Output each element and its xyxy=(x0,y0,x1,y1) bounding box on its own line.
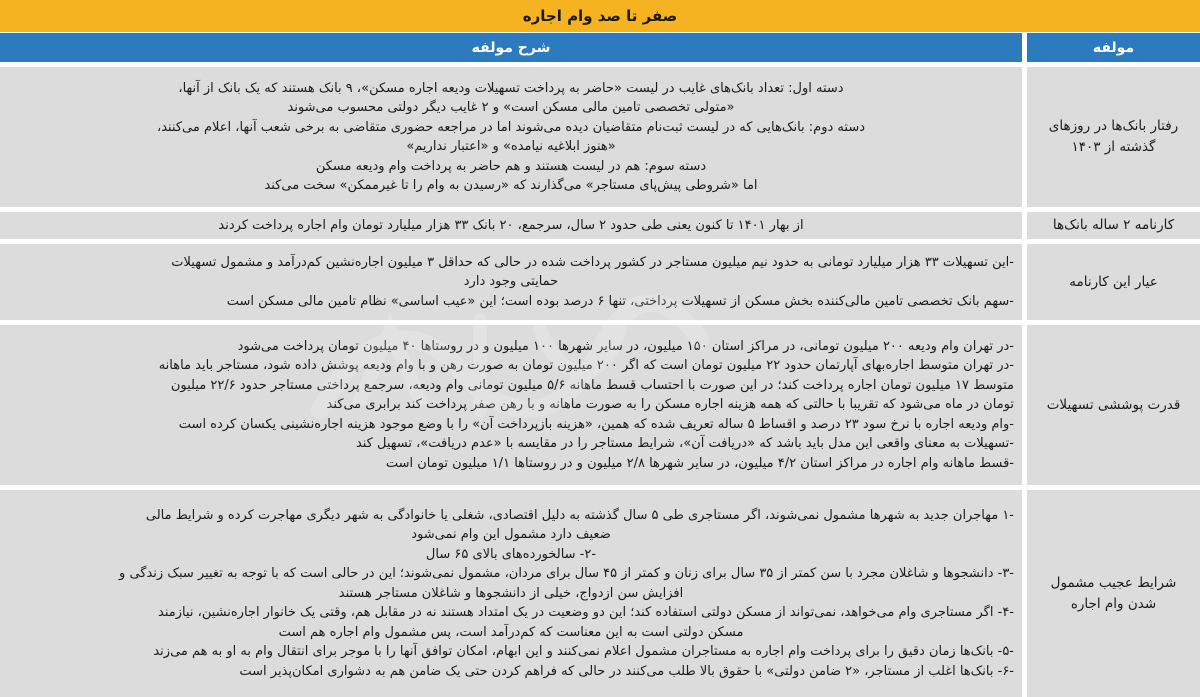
description-line: متوسط ۱۷ میلیون تومان اجاره پرداخت کند؛ در این صورت با احتساب قسط ماهانه ۵/۶ میلیون تومانی وام ودیعه، سرجمع پرداختی مستاجر حدود ۲۲/۶ میلیون xyxy=(170,377,1014,393)
row-description xyxy=(0,67,1022,207)
table-header xyxy=(0,33,1200,62)
description-line: -۱ مهاجران جدید به شهرها مشمول نمی‌شوند، اگر مستاجری طی ۵ سال گذشته به دلیل اقتصادی، شغلی یا خانوادگی به شهر دیگری مهاجرت کرده و شرایط مالی xyxy=(145,507,1014,523)
description-line: مسکن دولتی است به این معناست که کم‌درآمد است، پس مشمول وام اجاره هم است xyxy=(278,624,744,640)
row-label: شرایط عجیب مشمول شدن وام اجاره xyxy=(1027,490,1200,697)
row-label: عیار این کارنامه xyxy=(1027,244,1200,320)
description-line: -تسهیلات به معنای واقعی این مدل باید باشد که «دریافت آن»، شرایط مستاجر را در مقایسه با «عدم دریافت»، تسهیل کند xyxy=(355,436,1014,452)
table-row xyxy=(0,67,1200,207)
description-line: دسته دوم: بانک‌هایی که در لیست ثبت‌نام متقاضیان دیده می‌شوند اما در مراجعه حضوری متقاضی به برخی شعب آنها، اعلام می‌کنند، xyxy=(157,119,865,135)
description-line: -۲- سالخورده‌های بالای ۶۵ سال xyxy=(425,546,597,562)
description-line: -در تهران متوسط اجاره‌بهای آپارتمان حدود ۲۲ میلیون تومان است که اگر ۲۰۰ میلیون تومان به صورت رهن و با وام ودیعه پوشش داده شود، مستاجر باید ماهانه xyxy=(158,358,1014,374)
header-author: مولفه xyxy=(1027,33,1200,62)
description-line: از بهار ۱۴۰۱ تا کنون یعنی طی حدود ۲ سال، سرجمع، ۲۰ بانک ۳۳ هزار میلیارد تومان وام اجاره پرداخت کردند xyxy=(218,217,804,233)
description-line: دسته سوم: هم در لیست هستند و هم حاضر به پرداخت وام ودیعه مسکن xyxy=(315,158,707,174)
description-line: «هنوز ابلاغیه نیامده» و «اعتبار نداریم» xyxy=(406,139,616,154)
description-line: تومان در ماه می‌شود که تقریبا با حالتی که همه هزینه اجاره مسکن را به صورت ماهانه و با رهن صفر پرداخت کند برابری می‌کند xyxy=(326,397,1014,413)
description-line: -۶- بانک‌ها اغلب از مستاجر، «۲ ضامن دولتی» با حقوق بالا طلب می‌کنند در حالی که فراهم کردن حتی یک ضامن هم به دشواری امکان‌پذیر است xyxy=(239,663,1014,679)
table-row xyxy=(0,490,1200,697)
row-label: قدرت پوششی تسهیلات xyxy=(1027,325,1200,485)
description-line: -در تهران وام ودیعه ۲۰۰ میلیون تومانی، در مراکز استان ۱۵۰ میلیون، در سایر شهرها ۱۰۰ میلیون و در روستاها ۴۰ میلیون تومان پرداخت می‌شود xyxy=(237,338,1014,354)
description-line: -۳- دانشجوها و شاغلان مجرد با سن کمتر از ۳۵ سال برای زنان و کمتر از ۴۵ سال برای مردان، مشمول نمی‌شوند؛ این در حالی است که با توجه به تغییر سبک زندگی و xyxy=(119,566,1014,582)
row-label: رفتار بانک‌ها در روزهای گذشته از ۱۴۰۳ xyxy=(1027,67,1200,207)
description-line: اما «شروطی پیش‌پای مستاجر» می‌گذارند که «رسیدن به وام را تا غیرممکن» سخت می‌کند xyxy=(264,178,758,193)
description-line: -وام ودیعه اجاره با نرخ سود ۲۳ درصد و اقساط ۵ ساله تعریف شده که همین، «هزینه بازپرداخت آن» را با وضع موجود هزینه اجاره‌نشینی یکسان کرده است xyxy=(178,416,1014,432)
row-description xyxy=(0,490,1022,697)
description-line: -۵- بانک‌ها زمان دقیق را برای پرداخت وام اجاره به مستاجران مشمول اعلام نمی‌کنند و این ابهام، امکان توافق آنها را با موجر برای انتقال وام به او به هم می‌زند xyxy=(153,644,1014,660)
infographic-title: صفر تا صد وام اجاره xyxy=(0,0,1200,32)
description-line: حمایتی وجود دارد xyxy=(463,274,559,290)
description-line: افزایش سن ازدواج، خیلی از دانشجوها و شاغلان مستاجر هستند xyxy=(338,585,684,601)
table-row xyxy=(0,325,1200,485)
row-label: کارنامه ۲ ساله بانک‌ها xyxy=(1027,212,1200,239)
description-line: «متولی تخصصی تامین مالی مسکن است» و ۲ غایب دیگر دولتی محسوب می‌شوند xyxy=(287,100,735,115)
description-line: -سهم بانک تخصصی تامین مالی‌کننده بخش مسکن از تسهیلات پرداختی، تنها ۶ درصد بوده است؛ این «عیب اساسی» نظام تامین مالی مسکن است xyxy=(226,293,1014,309)
description-line: ضعیف دارد مشمول این وام نمی‌شود xyxy=(411,527,611,543)
row-description xyxy=(0,244,1022,320)
table-row xyxy=(0,244,1200,320)
row-description xyxy=(0,212,1022,239)
description-line: دسته اول: تعداد بانک‌های غایب در لیست «حاضر به پرداخت تسهیلات ودیعه اجاره مسکن»، ۹ بانک هستند که یک بانک از آنها، xyxy=(178,80,844,96)
table-row xyxy=(0,212,1200,239)
row-description xyxy=(0,325,1022,485)
description-line: -۴- اگر مستاجری وام می‌خواهد، نمی‌تواند از مسکن دولتی استفاده کند؛ این دو وضعیت در یک امتداد هستند نه در مقابل هم، وقتی یک خانوار اجاره‌نشین، نیازمند xyxy=(158,605,1014,621)
description-line: -این تسهیلات ۳۳ هزار میلیارد تومانی به حدود نیم میلیون مستاجر در کشور پرداخت شده در حالی که حداقل ۳ میلیون اجاره‌نشین کم‌درآمد و مشمول تسهیلات xyxy=(171,254,1014,270)
header-description: شرح مولفه xyxy=(0,33,1022,62)
description-line: -قسط ماهانه وام اجاره در مراکز استان ۴/۲ میلیون، در سایر شهرها ۲/۸ میلیون و در روستاها ۱/۱ میلیون تومان است xyxy=(385,455,1014,471)
